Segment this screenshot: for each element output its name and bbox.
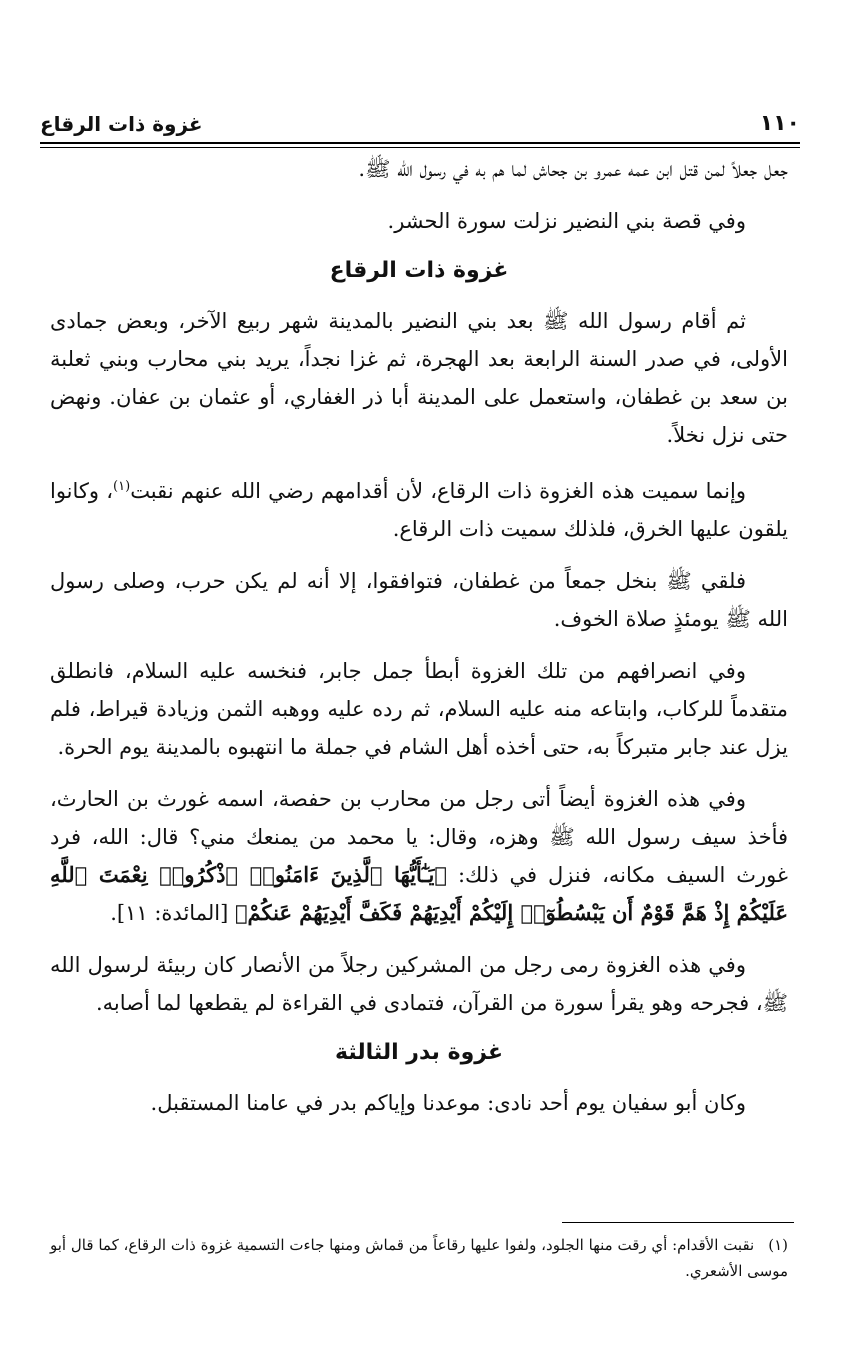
footnote-rule — [562, 1222, 794, 1223]
paragraph-2: وفي قصة بني النضير نزلت سورة الحشر. — [387, 209, 746, 233]
paragraph-5: فلقي ﷺ بنخل جمعاً من غطفان، فتوافقوا، إلا أنه لم يكن حرب، وصلى رسول الله ﷺ يومئذٍ صلاة الخوف. — [50, 569, 788, 631]
paragraph-7 — [50, 780, 788, 932]
quran-verse: ﴿يَـٰٓأَيُّهَا ٱلَّذِينَ ءَامَنُوا۟ ٱذْكُرُوا۟ نِعْمَتَ ٱللَّهِ عَلَيْكُمْ إِذْ هَمَّ قَوْمٌ أَن يَبْسُطُوٓا۟ إِلَيْكُمْ أَيْدِيَهُمْ فَكَفَّ أَيْدِيَهُمْ عَنكُمْ﴾ — [50, 862, 788, 925]
running-title: غزوة ذات الرقاع — [40, 112, 203, 136]
paragraph-4-text: وإنما سميت هذه الغزوة ذات الرقاع، لأن أقدامهم رضي الله عنهم نقبت — [130, 479, 746, 503]
paragraph-6: وفي انصرافهم من تلك الغزوة أبطأ جمل جابر، فنخسه عليه السلام، فانطلق متقدماً للركاب، وابتاعه منه عليه السلام، ثم رده عليه ووهبه الثمن وزيادة قيراط، فلم يزل عند جابر متبركاً به، حتى أخذه أهل الشام في جملة ما انتهبوه بالمدينة يوم الحرة. — [50, 659, 788, 759]
paragraph-8: وفي هذه الغزوة رمى رجل من المشركين رجلاً من الأنصار كان ربيئة لرسول الله ﷺ، فجرحه وهو يقرأ سورة من القرآن، فتمادى في القراءة لم يقطعها لما أصابه. — [50, 953, 788, 1015]
paragraph-3: ثم أقام رسول الله ﷺ بعد بني النضير بالمدينة شهر ربيع الآخر، وبعض جمادى الأولى، في صدر السنة الرابعة بعد الهجرة، ثم غزا نجداً، يريد بني محارب وبني ثعلبة بن سعد بن غطفان، واستعمل على المدينة أبا ذر الغفاري، أو عثمان بن عفان. ونهض حتى نزل نخلاً. — [50, 309, 788, 447]
footnote-reference: (١) — [113, 479, 131, 494]
verse-reference: [المائدة: ١١]. — [110, 901, 229, 925]
section-heading-dhat-al-riqa: غزوة ذات الرقاع — [329, 258, 509, 283]
paragraph-9: وكان أبو سفيان يوم أحد نادى: موعدنا وإياكم بدر في عامنا المستقبل. — [150, 1091, 746, 1115]
page-number: ١١٠ — [759, 111, 800, 136]
section-heading-badr-third: غزوة بدر الثالثة — [335, 1040, 503, 1065]
paragraph-1: جعل جعلاً لمن قتل ابن عمه عمرو بن جحاش لما هم به في رسول الله ﷺ. — [358, 157, 788, 181]
footnote-text: نقبت الأقدام: أي رقت منها الجلود، ولفوا عليها رقاعاً من قماش ومنها جاءت التسمية غزوة ذات الرقاع، كما قال أبو موسى الأشعري. — [50, 1236, 788, 1280]
page-header — [40, 96, 800, 136]
paragraph-4-rest: ، وكانوا يلقون عليها الخرق، فلذلك سميت ذات الرقاع. — [50, 479, 788, 541]
footnote — [50, 1232, 788, 1284]
paragraph-7-text: وفي هذه الغزوة أيضاً أتى رجل من محارب بن حفصة، اسمه غورث بن الحارث، فأخذ سيف رسول الله ﷺ وهزه، وقال: يا محمد من يمنعك مني؟ قال: الله، فرد غورث السيف مكانه، فنزل في ذلك: — [50, 787, 789, 887]
page-body — [50, 150, 788, 1136]
header-rule — [40, 142, 800, 148]
footnote-mark: (١) — [768, 1236, 788, 1254]
paragraph-4 — [50, 468, 788, 548]
